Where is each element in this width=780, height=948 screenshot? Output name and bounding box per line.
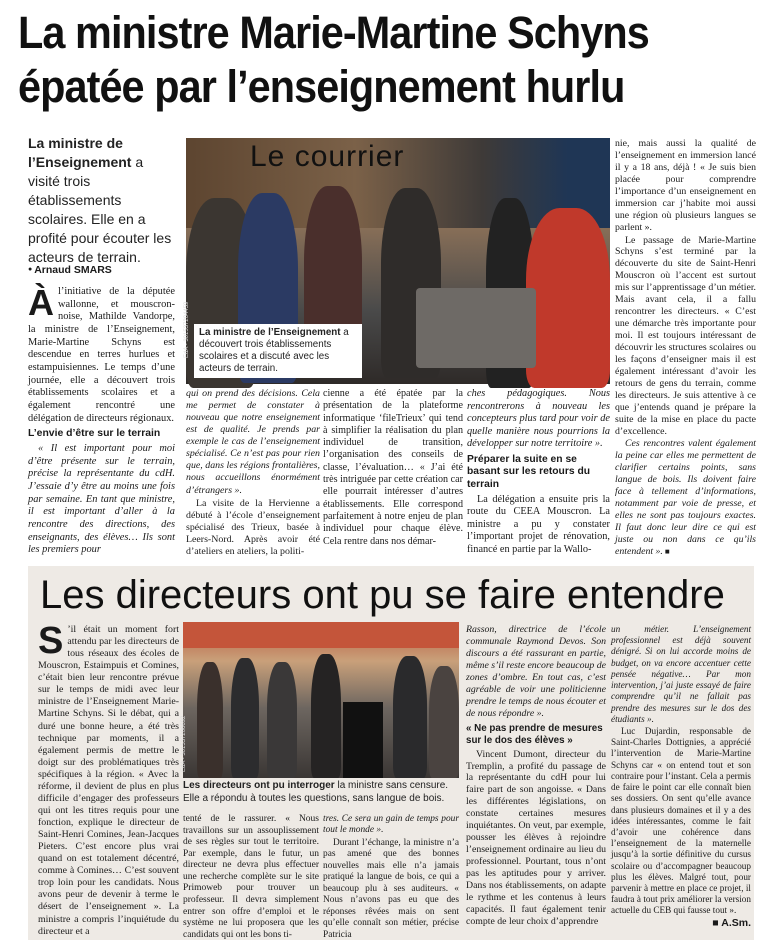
sidebar-col5-paragraph-1: un métier. L’enseignement professionnel est déjà souvent dénigré. Si on lui accorde moins de budget, on va encore accentuer cette pensée négative… Par mon intervention, j’ai juste essayé de faire comprendre qu’il ne fallait pas prendre des mesures sur le dos des étudiants ». xyxy=(611,624,751,724)
photo-caption-bold: La ministre de l’Enseignement xyxy=(199,327,341,338)
photo-code: EdA - 301537206692 xyxy=(181,715,187,772)
sidebar-headline: Les directeurs ont pu se faire entendre xyxy=(40,573,725,617)
photo-caption xyxy=(194,324,362,378)
person-figure xyxy=(311,654,341,778)
person-figure xyxy=(197,662,223,778)
photo-caption-text: a découvert trois établissements scolaires et a discuté avec les acteurs de terrain. xyxy=(199,327,349,374)
person-figure xyxy=(429,666,459,778)
byline: ● Arnaud SMARS xyxy=(28,264,112,276)
standing-table xyxy=(343,702,383,778)
sidebar-column-2 xyxy=(183,814,319,940)
sidebar-col3-paragraph-1: tres. Ce sera un gain de temps pour tout le monde ». xyxy=(323,814,459,836)
col5-paragraph-3: Ces rencontres valent également la peine car elles me permettent de clarifier certains points, sans langue de bois. Ils doivent faire face à tellement d’informations, notamment par voie de presse, et elles ne sont pas toujours exactes. Il faut donc leur dire ce qui est juste ou non dans ce qu’ils entendent ». xyxy=(615,438,756,557)
col4-paragraph-2: La délégation a ensuite pris la route du CEEA Mouscron. La ministre a pu y constater l’important projet de rénovation, financé en partie par la Wallo- xyxy=(467,493,610,555)
photo-watermark: Le courrier xyxy=(250,140,405,173)
subheading-suite: Préparer la suite en se basant sur les retours du terrain xyxy=(467,453,591,491)
article-column-2 xyxy=(186,388,320,558)
col5-paragraph-1: nie, mais aussi la qualité de l’enseignement en immersion lancé il y a 18 ans, déjà ! « Je suis bien placée pour comprendre l’importance d’un enseignement en immersion car j’habite moi aussi une région où plusieurs langues se parlent ». xyxy=(615,138,756,233)
subheading-terrain: L’envie d’être sur le terrain xyxy=(28,428,161,440)
sidebar-photo-caption xyxy=(183,780,459,805)
article-lead xyxy=(28,134,176,267)
person-figure xyxy=(267,662,297,778)
sidebar-col4-paragraph-2: Vincent Dumont, directeur du Tremplin, a profité du passage de la représentante du cdH pour lui faire part de son angoisse. « Dans les différentes législations, on constate certaines mesures inquiétantes. On veut, par exemple, pousser les élèves à rejoindre l’enseignement ordinaire au lieu du professionnel. Pourtant, tous n’ont pas les aptitudes pour y arriver. Dans nos établissements, on adapte le rythme et les contenus à leurs capacités. Il faut également tenir compte de leur choix d’apprendre xyxy=(466,748,606,927)
sidebar-col4-paragraph-1: Rasson, directrice de l’école communale Raymond Devos. Son discours a été rassurant en partie, même s’il reste encore beaucoup de zones d’ombre. En tout cas, c’est agréable de voir une politicienne prendre le temps de nous écouter et de nous répondre ». xyxy=(466,624,606,719)
article-photo xyxy=(186,138,610,384)
photo-code: EdA - 301537204459 xyxy=(184,301,190,358)
col4-paragraph-1: ches pédagogiques. Nous rencontrerons à nouveau les concepteurs plus tard pour voir de quelle manière nous pourrions la développer sur notre territoire ». xyxy=(467,388,610,450)
signature: A.Sm. xyxy=(721,916,751,929)
article-column-1 xyxy=(28,282,175,558)
dropcap: À xyxy=(28,282,54,323)
article-column-4 xyxy=(467,388,610,558)
headline-line-1: La ministre Marie-Martine Schyns xyxy=(18,7,649,58)
col1-paragraph-1: l’initiative de la députée wallonne, et mouscron- noise, Mathilde Vandorpe, la ministre de l’Enseignement, Marie-Martine Schyns est descendue en terres hurlues et estampuisiennes. Le temps d’une journée, elle a découvert trois établissements scolaires et a également rencontré une délégation de directeurs régionaux. xyxy=(28,286,175,424)
person-figure xyxy=(526,208,610,388)
col2-paragraph-1: qui on prend des décisions. Cela me permet de constater à nouveau que notre enseignement est de qualité. Je prends par exemple le cas de l’enseignement spécialisé. Ce n’est pas pour rien que, dans les régions frontalières, nous accueillons énormément d’étrangers ». xyxy=(186,388,320,496)
article-column-3 xyxy=(323,388,463,558)
sidebar-column-3 xyxy=(323,814,459,940)
col1-paragraph-2: « Il est important pour moi d’être présente sur le terrain, précise la représentante du cdH. J’essaie d’y être au moins une fois par semaine. En tant que ministre, il est important d’aller à la rencontre des directions, des enseignants, des élèves… Ils sont les premiers pour xyxy=(28,442,175,556)
person-figure xyxy=(393,656,427,778)
col5-paragraph-2: Le passage de Marie-Martine Schyns s’est terminé par la découverte du site de Saint-Henri Mouscron où l’accent est surtout mis sur l’apprentissage d’un métier. Mais avant cela, il a fallu rencontrer les directeurs. « C’est une démarche très importante pour moi. Il est toujours intéressant de découvrir les structures scolaires ou les façons d’enseigner mais il est également intéressant d’avoir les retours de gens du terrain, comme les directeurs. Je suis attentive à ce que j’entends quand je prépare la suite de la mise en place du pacte d’excellence. xyxy=(615,234,756,437)
sidebar-col1-paragraph: ’il était un moment fort attendu par les directeurs de tous réseaux des écoles de Mouscron, Estaimpuis et Comines, c’était bien leur rencontre prévue sur le temps de midi avec leur ministre de l’Enseignement Marie-Martine Schyns. Si le débat, qui a duré une bonne heure, a été très technique par moments, il a également permis de mettre le doigt sur des problématiques très spécifiques à la région. « Avec la réforme, il devient de plus en plus difficile d’engager des professeurs qui ont les titres requis pour une fonction, explique le directeur de Saint-Henri Comines, Jean-Jacques Pieters. C’est encore plus vrai quand on est totalement décentré, comme à Comines… C’est souvent trop loin pour les candidats. Nous avons peur de devenir à terme le désert de l’enseignement ». La ministre a compris l’inquiétude du directeur et a xyxy=(38,624,179,937)
lead-text: a visité trois établissements scolaires. Elle en a profité pour écouter les acteurs de terrain. xyxy=(28,154,172,265)
col3-paragraph-1: cienne a été épatée par la présentation de la plateforme informatique ‘fileTrieux’ qui tend à simplifier la réalisation du plan individuel de transition, l’organisation des conseils de classe, l’évaluation… « J’ai été très intriguée par cette création car elle pourrait intéresser d’autres établissements. Elle correspond parfaitement à notre enjeu de plan individuel pour chaque élève. Cela rentre dans nos démar- xyxy=(323,388,463,547)
col2-paragraph-2: La visite de la Hervienne a débuté à l’école d’enseignement spécialisé des Trieux, basée à Leers-Nord. Après avoir été d’ateliers en ateliers, la politi- xyxy=(186,497,320,557)
sidebar-column-1 xyxy=(38,620,179,940)
sidebar-column-5: un métier. L’enseignement professionnel est déjà souvent dénigré. Si on lui accorde moins de budget, on va encore accentuer cette pensée négative… Par mon intervention, j’ai juste essayé de faire comprendre qu’il ne fallait pas prendre des mesures sur le dos des étudiants ». Luc Dujardin, responsable de Saint-Charles Dottignies, a apprécié l’intervention de Marie-Martine Schyns car « on entend tout et son contraire pour l’instant. Cela a permis de faire le point car elle connaît bien ses dossiers. On sent qu’elle avance dans plusieurs domaines et il y a des idées intéressantes, comme le fait d’avoir une cohérence dans l’enseignement de la maternelle jusqu’à la sortie définitive du cursus scolaire ou d’accompagner beaucoup plus les élèves. Malgré tout, pour parvenir à mettre en place ce projet, il faudra à tout prix améliorer la version actuelle du CEB qui fausse tout ». ■ A.Sm. xyxy=(611,624,751,929)
lead-bold: La ministre de l’Enseignement xyxy=(28,135,132,170)
sidebar-col5-paragraph-2: Luc Dujardin, responsable de Saint-Charles Dottignies, a apprécié l’intervention de Marie-Martine Schyns car « on entend tout et son contraire pour l’instant. Cela a permis de faire le point car elle connaît bien ses dossiers. On sent qu’elle avance dans plusieurs domaines et il y a des idées intéressantes, comme le fait d’avoir une cohérence dans l’enseignement de la maternelle jusqu’à la sortie définitive du cursus scolaire ou d’accompagner beaucoup plus les élèves. Malgré tout, pour parvenir à mettre en place ce projet, il faudra à tout prix améliorer la version actuelle du CEB qui fausse tout ». xyxy=(611,725,751,916)
sidebar-subheading: « Ne pas prendre de mesures sur le dos des élèves » xyxy=(466,722,603,746)
sidebar-column-4 xyxy=(466,624,606,940)
sidebar-col2-paragraph: tenté de le rassurer. « Nous travaillons sur un assouplissement de ses règles sur tout le territoire. Par exemple, dans le futur, un directeur ne devra plus effectuer une recherche complète sur le site Primoweb pour trouver un professeur. Il devra simplement entrer son offre d’emploi et le système ne lui proposera que les candidats qui ont les bons ti- xyxy=(183,814,319,940)
sidebar-caption-text: la ministre sans censure. Elle a répondu à toutes les questions, sans langue de bois. xyxy=(183,780,449,804)
sidebar-caption-bold: Les directeurs ont pu interroger xyxy=(183,780,335,791)
workbench xyxy=(416,288,536,368)
photo-background xyxy=(183,622,459,648)
article-column-5 xyxy=(615,138,756,558)
sidebar-dropcap: S xyxy=(38,620,64,662)
person-figure xyxy=(231,658,259,778)
sidebar-col3-paragraph-2: Durant l’échange, la ministre n’a pas amené que des bonnes nouvelles mais elle n’a jamais pratiqué la langue de bois, ce qui a beaucoup plu à ses auditeurs. « Nous n’avons pas eu que des réponses rêvées mais on sent qu’elle connaît son métier, précise Patricia xyxy=(323,837,459,940)
main-headline xyxy=(18,6,702,114)
sidebar-photo xyxy=(183,622,459,778)
headline-line-2: épatée par l’enseignement hurlu xyxy=(18,61,625,112)
